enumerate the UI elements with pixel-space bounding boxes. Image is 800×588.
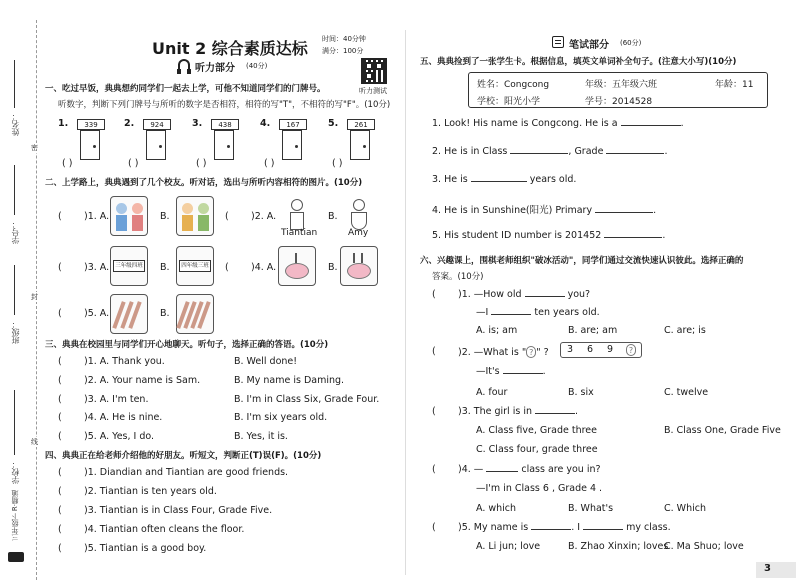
q1-prompt-line2: 听数字，判断下列门牌号与所听的数字是否相符，相符的写"T"，不相符的写"F"。(10分) — [58, 100, 391, 110]
q3-answer-blank[interactable]: ( — [58, 375, 62, 386]
q3-option-a: )3. A. I'm ten. — [84, 394, 149, 405]
q2-answer-blank[interactable]: ( — [58, 262, 62, 273]
q1-answer-blank[interactable]: ( ) — [332, 158, 343, 169]
q2-answer-blank[interactable]: ( — [225, 211, 229, 222]
q6-text-end: . — [575, 406, 579, 417]
door-number: 438 — [211, 119, 239, 130]
q6-fill-blank — [531, 529, 571, 530]
q6-option[interactable]: B. Class One, Grade Five — [664, 425, 781, 436]
q5-text: 3. He is — [432, 174, 468, 185]
q6-question — [458, 406, 578, 417]
q1-item-number: 3. — [192, 118, 203, 129]
tiantian-caption: Tiantian — [281, 228, 318, 238]
q6-prompt-line1: 六、兴趣课上，围棋老师组织"破冰活动"，同学们通过交流快速认识彼此。选择正确的 — [420, 256, 744, 266]
q6-prompt-line2: 答案。(10分) — [432, 272, 484, 282]
q1-item-number: 2. — [124, 118, 135, 129]
sign-text: 四年级三班 — [179, 260, 211, 272]
written-section-points: (60分) — [620, 39, 642, 47]
picture-two-kids-alt[interactable] — [176, 196, 214, 236]
q6-option[interactable]: B. are; am — [568, 325, 618, 336]
q2-answer-blank[interactable]: ( — [225, 262, 229, 273]
sidebar-name-label: 姓名： — [11, 112, 20, 136]
q6-option[interactable]: B. What's — [568, 503, 614, 514]
q6-reply-end: ten years old. — [534, 307, 600, 318]
q5-text-mid: , Grade — [568, 146, 604, 157]
page-title: Unit 2 综合素质达标 — [152, 39, 308, 58]
q2-item-label: )4. A. — [251, 262, 277, 273]
q2-answer-blank[interactable]: ( — [58, 308, 62, 319]
q6-answer-blank[interactable]: ( — [432, 289, 436, 300]
q5-text-end: . — [653, 205, 657, 216]
q6-option[interactable]: A. Class five, Grade three — [476, 425, 597, 436]
card-id: 学号：2014528 — [585, 97, 653, 107]
binding-mark-xian: 线 — [31, 438, 38, 446]
sidebar-logo-icon — [8, 552, 24, 562]
q1-item-number: 4. — [260, 118, 271, 129]
card-school: 学校：阳光小学 — [477, 97, 541, 107]
q6-option[interactable]: C. twelve — [664, 387, 709, 398]
question-mark-icon: ? — [626, 344, 636, 356]
q1-answer-blank[interactable]: ( ) — [62, 158, 73, 169]
door-icon — [80, 121, 100, 160]
q4-answer-blank[interactable]: ( — [58, 505, 62, 516]
q6-text-mid: . I — [571, 522, 581, 533]
q2-answer-blank[interactable]: ( — [58, 211, 62, 222]
exam-score: 满分：100分 — [322, 47, 364, 55]
q6-option[interactable]: C. Which — [664, 503, 706, 514]
q6-reply — [476, 366, 546, 377]
q6-answer-blank[interactable]: ( — [432, 464, 436, 475]
q6-answer-blank[interactable]: ( — [432, 522, 436, 533]
listening-section-label: 听力部分 — [195, 63, 235, 74]
q6-text: )4. — — [458, 464, 484, 475]
q3-option-b: B. I'm in Class Six, Grade Four. — [234, 394, 380, 405]
q6-reply-text: —It's — [476, 366, 500, 377]
q6-reply-text: —I — [476, 307, 489, 318]
q2-item-b-label: B. — [328, 211, 338, 222]
q2-item-b-label: B. — [160, 211, 170, 222]
q5-text-end: . — [662, 230, 666, 241]
sidebar-number-field[interactable] — [14, 165, 15, 215]
q3-prompt: 三、典典在校园里与同学们开心地聊天。听句子，选择正确的答语。(10分) — [45, 340, 329, 350]
q6-option[interactable]: B. Zhao Xinxin; loves — [568, 541, 669, 552]
q6-fill-blank — [535, 413, 575, 414]
q6-text-end: you? — [567, 289, 591, 300]
sidebar-book-label: 三年级下 R·精通 — [11, 490, 19, 542]
door-icon — [146, 121, 166, 160]
q6-option[interactable]: A. four — [476, 387, 508, 398]
door-number: 339 — [77, 119, 105, 130]
q5-text: 1. Look! His name is Congcong. He is a — [432, 118, 618, 129]
q6-option[interactable]: A. is; am — [476, 325, 518, 336]
q6-text: )5. My name is — [458, 522, 529, 533]
sidebar-school-label: 学校： — [11, 460, 20, 484]
q6-option[interactable]: C. are; is — [664, 325, 706, 336]
sidebar-class-field[interactable] — [14, 265, 15, 315]
q6-question — [458, 289, 590, 300]
headphones-icon — [178, 59, 190, 71]
listening-section-points: (40分) — [246, 62, 268, 70]
q3-option-a: )2. A. Your name is Sam. — [84, 375, 201, 386]
q5-item — [432, 230, 665, 241]
q6-answer-blank[interactable]: ( — [432, 406, 436, 417]
q4-answer-blank[interactable]: ( — [58, 486, 62, 497]
column-divider — [405, 30, 406, 575]
q3-option-b: B. My name is Daming. — [234, 375, 345, 386]
q4-statement: )2. Tiantian is ten years old. — [84, 486, 217, 497]
q6-option[interactable]: C. Class four, grade three — [476, 444, 598, 455]
q3-answer-blank[interactable]: ( — [58, 394, 62, 405]
sequence-number: 3 — [567, 344, 574, 355]
written-section-label: 笔试部分 — [569, 40, 609, 51]
q6-question — [458, 346, 549, 358]
q5-fill-blank[interactable] — [471, 181, 527, 182]
q6-reply-end: . — [542, 366, 546, 377]
q6-fill-blank — [525, 296, 565, 297]
q6-reply — [476, 307, 600, 318]
sidebar-name-field[interactable] — [14, 60, 15, 108]
q2-item-label: )5. A. — [84, 308, 110, 319]
q3-option-a: )4. A. He is nine. — [84, 412, 163, 423]
picture-cake-b[interactable] — [340, 246, 378, 286]
q3-option-b: B. Well done! — [234, 356, 298, 367]
q2-item-b-label: B. — [328, 262, 338, 273]
sidebar-number-label: 学号： — [11, 220, 20, 244]
amy-caption: Amy — [348, 228, 369, 238]
q6-fill-blank — [503, 373, 543, 374]
exam-time: 时间：40分钟 — [322, 35, 366, 43]
picture-two-kids[interactable] — [110, 196, 148, 236]
student-card — [468, 72, 768, 108]
q2-item-label: )2. A. — [251, 211, 277, 222]
sequence-number: 6 — [587, 344, 594, 355]
q1-item-number: 5. — [328, 118, 339, 129]
q4-statement: )3. Tiantian is in Class Four, Grade Five. — [84, 505, 273, 516]
qr-label: 听力测试 — [359, 87, 387, 95]
q4-answer-blank[interactable]: ( — [58, 543, 62, 554]
q3-option-b: B. I'm six years old. — [234, 412, 328, 423]
q5-text-end: years old. — [529, 174, 577, 185]
q6-text: )1. —How old — [458, 289, 522, 300]
q5-item — [432, 174, 576, 185]
picture-class-sign-b[interactable] — [176, 246, 214, 286]
q4-prompt: 四、典典正在给老师介绍他的好朋友。听短文，判断正(T)误(F)。(10分) — [45, 451, 322, 461]
picture-pencils-b[interactable] — [176, 294, 214, 334]
q5-fill-blank[interactable] — [510, 153, 568, 154]
q6-option[interactable]: A. Li jun; love — [476, 541, 541, 552]
binding-mark-feng: 封 — [31, 293, 38, 301]
sign-text: 三年级四班 — [113, 260, 145, 272]
card-name: 姓名：Congcong — [477, 80, 550, 90]
sequence-number: 9 — [607, 344, 614, 355]
door-number: 261 — [347, 119, 375, 130]
binding-mark-mi: 密 — [31, 144, 38, 152]
number-sequence-box — [560, 342, 642, 358]
q5-fill-blank[interactable] — [595, 212, 653, 213]
q6-option[interactable]: C. Ma Shuo; love — [664, 541, 744, 552]
door-number: 924 — [143, 119, 171, 130]
q5-item — [432, 146, 667, 157]
picture-class-sign-a[interactable] — [110, 246, 148, 286]
q6-question — [458, 522, 671, 533]
door-icon — [282, 121, 302, 160]
q6-text-end: class are you in? — [521, 464, 601, 475]
q3-option-a: )5. A. Yes, I do. — [84, 431, 155, 442]
door-number: 167 — [279, 119, 307, 130]
q3-answer-blank[interactable]: ( — [58, 412, 62, 423]
q1-prompt-line1: 一、吃过早饭，典典想约同学们一起去上学，可他不知道同学们的门牌号。 — [45, 84, 326, 94]
pencil-paper-icon — [552, 36, 564, 48]
q1-item-number: 1. — [58, 118, 69, 129]
q5-item — [432, 202, 656, 216]
q2-item-b-label: B. — [160, 308, 170, 319]
qr-code-icon[interactable] — [361, 58, 387, 84]
q6-question — [458, 464, 601, 475]
q6-text: )2. —What is " — [458, 347, 527, 358]
q6-option[interactable]: B. six — [568, 387, 594, 398]
q2-item-b-label: B. — [160, 262, 170, 273]
q4-statement: )5. Tiantian is a good boy. — [84, 543, 207, 554]
card-grade: 年级：五年级六班 — [585, 80, 658, 90]
q4-answer-blank[interactable]: ( — [58, 467, 62, 478]
sidebar-school-field[interactable] — [14, 390, 15, 455]
q5-fill-blank[interactable] — [621, 125, 681, 126]
q4-statement: )1. Diandian and Tiantian are good friends. — [84, 467, 289, 478]
q5-item — [432, 118, 684, 129]
q6-fill-blank — [486, 471, 518, 472]
q1-answer-blank[interactable]: ( ) — [196, 158, 207, 169]
q3-answer-blank[interactable]: ( — [58, 356, 62, 367]
q1-answer-blank[interactable]: ( ) — [264, 158, 275, 169]
card-age: 年龄：11 — [715, 80, 754, 90]
q6-text-end: " ? — [536, 347, 549, 358]
picture-pencils-a[interactable] — [110, 294, 148, 334]
q2-item-label: )3. A. — [84, 262, 110, 273]
q2-item-label: )1. A. — [84, 211, 110, 222]
q6-reply: —I'm in Class 6 , Grade 4 . — [476, 483, 603, 494]
q5-text-end: . — [680, 118, 684, 129]
sidebar-class-label: 班级： — [11, 320, 20, 344]
q5-text: 5. His student ID number is 201452 — [432, 230, 602, 241]
page-number: 3 — [764, 563, 771, 574]
q5-fill-blank[interactable] — [606, 153, 664, 154]
q5-text-end: . — [664, 146, 668, 157]
door-icon — [214, 121, 234, 160]
q5-text: 4. He is in Sunshine(阳光) Primary — [432, 205, 593, 216]
q6-text: )3. The girl is in — [458, 406, 532, 417]
q6-answer-blank[interactable]: ( — [432, 346, 436, 357]
q6-option[interactable]: A. which — [476, 503, 517, 514]
q3-option-b: B. Yes, it is. — [234, 431, 288, 442]
q6-fill-blank — [491, 314, 531, 315]
q3-answer-blank[interactable]: ( — [58, 431, 62, 442]
q4-statement: )4. Tiantian often cleans the floor. — [84, 524, 245, 535]
q1-answer-blank[interactable]: ( ) — [128, 158, 139, 169]
q5-text: 2. He is in Class — [432, 146, 508, 157]
q5-fill-blank[interactable] — [604, 237, 662, 238]
q3-option-a: )1. A. Thank you. — [84, 356, 165, 367]
picture-cake-a[interactable] — [278, 246, 316, 286]
door-icon — [350, 121, 370, 160]
q6-fill-blank — [583, 529, 623, 530]
q6-text-end: my class. — [626, 522, 671, 533]
q4-answer-blank[interactable]: ( — [58, 524, 62, 535]
page-number-box — [756, 562, 796, 578]
q2-prompt: 二、上学路上，典典遇到了几个校友。听对话，选出与所听内容相符的图片。(10分) — [45, 178, 363, 188]
q5-prompt: 五、典典捡到了一张学生卡。根据信息，填英文单词补全句子。(注意大小写)(10分) — [420, 57, 737, 67]
question-mark-icon: ? — [526, 346, 536, 358]
